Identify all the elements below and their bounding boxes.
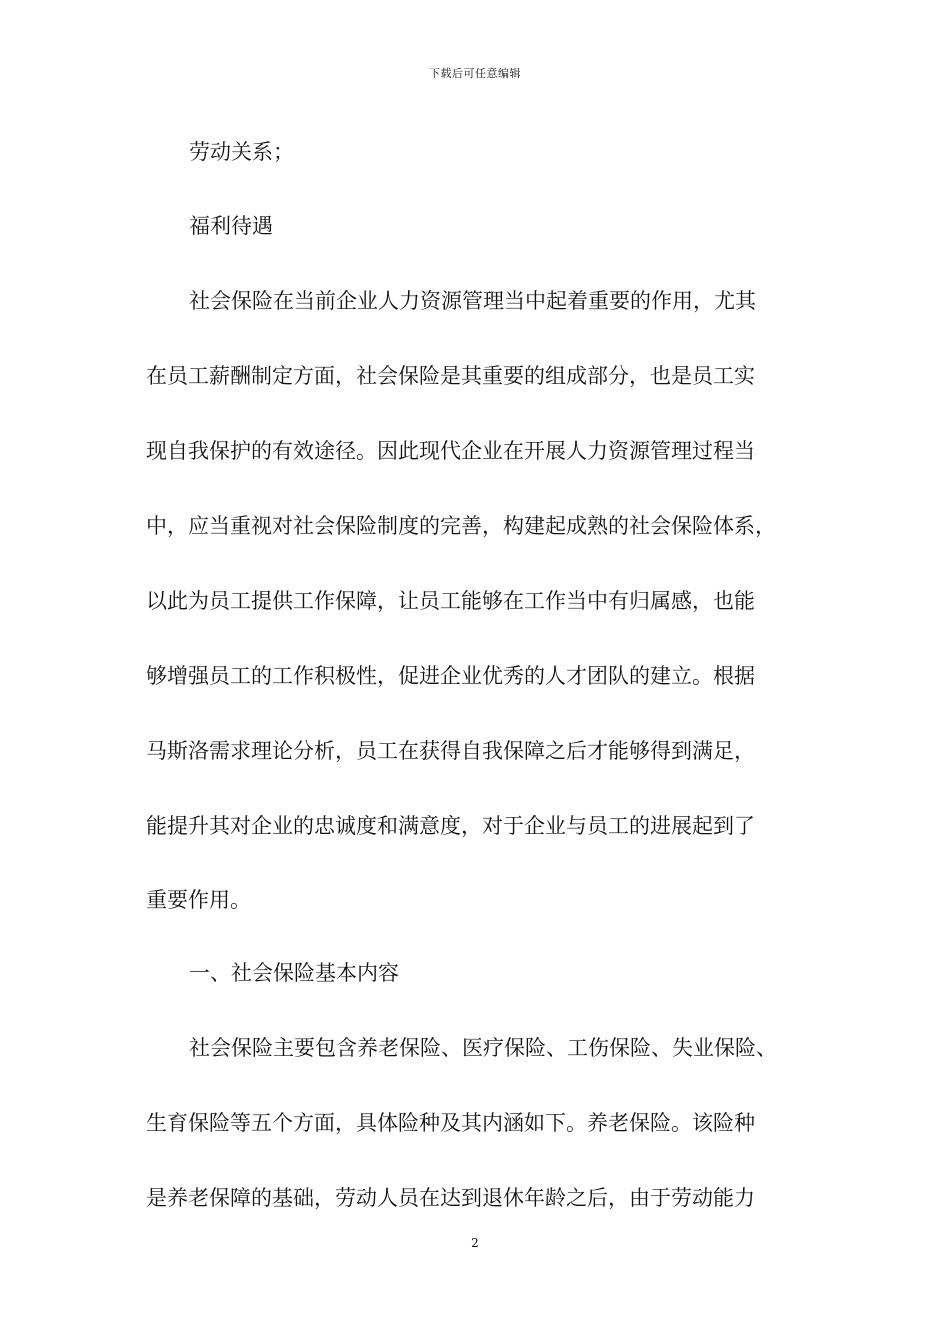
text-line: 在员工薪酬制定方面，社会保险是其重要的组成部分，也是员工实 — [146, 364, 755, 388]
text-line: 现自我保护的有效途径。因此现代企业在开展人力资源管理过程当 — [146, 439, 755, 463]
page-header: 下载后可任意编辑 — [429, 67, 521, 80]
text-line: 够增强员工的工作积极性，促进企业优秀的人才团队的建立。根据 — [146, 664, 755, 688]
paragraph-first-line: 社会保险在当前企业人力资源管理当中起着重要的作用，尤其 — [189, 289, 756, 313]
section-heading: 一、社会保险基本内容 — [189, 961, 399, 985]
text-line: 劳动关系； — [189, 140, 294, 164]
text-line: 福利待遇 — [189, 214, 273, 238]
text-line: 重要作用。 — [146, 888, 251, 912]
text-line: 能提升其对企业的忠诚度和满意度，对于企业与员工的进展起到了 — [146, 814, 755, 838]
text-line: 以此为员工提供工作保障，让员工能够在工作当中有归属感，也能 — [146, 589, 755, 613]
page-number: 2 — [471, 1236, 479, 1250]
paragraph-first-line: 社会保险主要包含养老保险、医疗保险、工伤保险、失业保险、 — [189, 1036, 777, 1060]
text-line: 马斯洛需求理论分析，员工在获得自我保障之后才能够得到满足， — [146, 739, 755, 763]
text-line: 生育保险等五个方面，具体险种及其内涵如下。养老保险。该险种 — [146, 1111, 755, 1135]
text-line: 中，应当重视对社会保险制度的完善，构建起成熟的社会保险体系， — [146, 514, 776, 538]
text-line: 是养老保障的基础，劳动人员在达到退休年龄之后，由于劳动能力 — [146, 1186, 755, 1210]
